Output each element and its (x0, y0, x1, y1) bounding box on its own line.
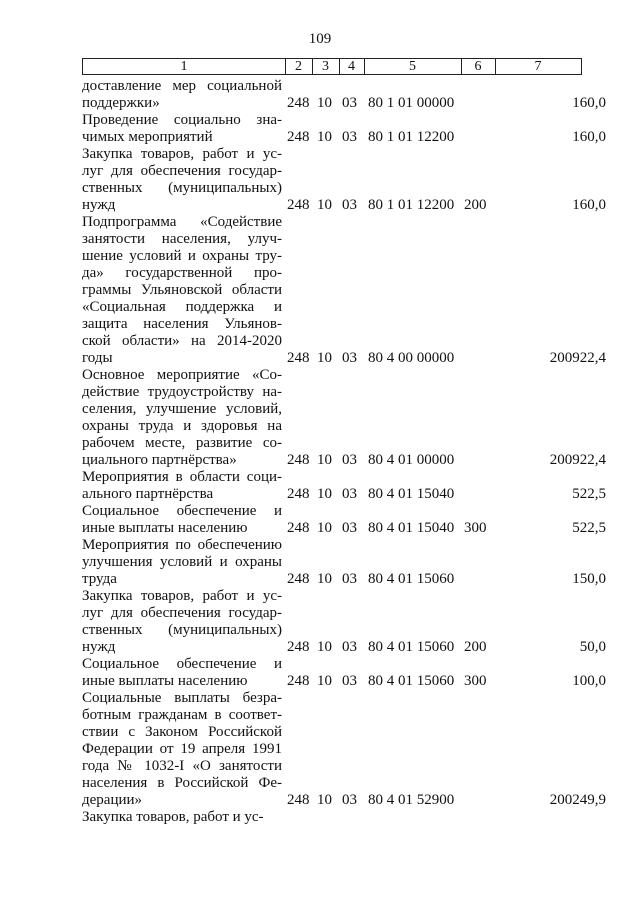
amount: 160,0 (572, 95, 606, 111)
description-line: ственных (муниципальных) (82, 180, 282, 196)
code-subsection: 03 (342, 129, 357, 145)
header-col-6: 6 (461, 59, 496, 74)
code-subsection: 03 (342, 792, 357, 808)
code-target: 80 4 01 15060 (368, 639, 455, 655)
description-line: Мероприятия по обеспечению (82, 537, 282, 553)
code-admin: 248 (287, 486, 310, 502)
description-line: нужд (82, 639, 116, 655)
amount: 200249,9 (549, 792, 606, 808)
row-description (82, 367, 282, 469)
code-expense-type: 300 (464, 673, 487, 689)
table-header (82, 58, 582, 75)
description-line: циального партнёрства» (82, 452, 237, 468)
code-subsection: 03 (342, 486, 357, 502)
description-line: ствии с Законом Российской (82, 724, 282, 740)
header-col-7: 7 (534, 59, 542, 74)
code-admin: 248 (287, 639, 310, 655)
description-line: луг для обеспечения государ- (82, 605, 282, 621)
description-line: доставление мер социальной (82, 78, 282, 94)
table-row (0, 809, 640, 826)
code-target: 80 1 01 00000 (368, 95, 455, 111)
row-description (82, 112, 282, 146)
code-subsection: 03 (342, 452, 357, 468)
row-description (82, 469, 282, 503)
description-line: Федерации от 19 апреля 1991 (82, 741, 282, 757)
description-line: ботным гражданам в соответ- (82, 707, 282, 723)
code-admin: 248 (287, 571, 310, 587)
code-expense-type (464, 792, 494, 809)
code-target: 80 1 01 12200 (368, 197, 455, 213)
code-section: 10 (317, 452, 332, 468)
code-admin: 248 (287, 197, 310, 213)
code-section: 10 (317, 129, 332, 145)
amount: 160,0 (572, 197, 606, 213)
description-line: Мероприятия в области соци- (82, 469, 282, 485)
code-admin: 248 (287, 452, 310, 468)
code-subsection: 03 (342, 197, 357, 213)
description-line: ственных (муниципальных) (82, 622, 282, 638)
code-target (368, 809, 458, 826)
code-target: 80 4 01 15040 (368, 520, 455, 536)
description-line: Основное мероприятие «Со- (82, 367, 282, 383)
code-section (317, 809, 339, 826)
description-line: занятости населения, улуч- (82, 231, 282, 247)
amount: 522,5 (572, 520, 606, 536)
row-description (82, 78, 282, 112)
code-expense-type: 200 (464, 197, 487, 213)
row-description (82, 588, 282, 656)
row-description (82, 146, 282, 214)
code-admin: 248 (287, 95, 310, 111)
row-description (82, 503, 282, 537)
description-line: Закупка товаров, работ и ус- (82, 146, 282, 162)
description-line: Подпрограмма «Содействие (82, 214, 282, 230)
header-col-3: 3 (312, 59, 340, 74)
code-expense-type: 300 (464, 520, 487, 536)
code-admin: 248 (287, 520, 310, 536)
table-row (0, 656, 640, 690)
table-row (0, 214, 640, 367)
code-section: 10 (317, 486, 332, 502)
table-body (0, 78, 640, 826)
description-line: нужд (82, 197, 116, 213)
table-row (0, 503, 640, 537)
table-row (0, 146, 640, 214)
description-line: поддержки» (82, 95, 160, 111)
page-number: 109 (308, 31, 332, 47)
table-row (0, 690, 640, 809)
description-line: дерации» (82, 792, 143, 808)
description-line: граммы Ульяновской области (82, 282, 282, 298)
description-line: защита населения Ульянов- (82, 316, 282, 332)
code-subsection: 03 (342, 520, 357, 536)
code-subsection: 03 (342, 571, 357, 587)
header-col-2: 2 (285, 59, 313, 74)
code-subsection: 03 (342, 639, 357, 655)
code-section: 10 (317, 520, 332, 536)
code-expense-type (464, 350, 494, 367)
code-subsection (342, 809, 364, 826)
description-line: Закупка товаров, работ и ус- (82, 588, 282, 604)
code-target: 80 1 01 12200 (368, 129, 455, 145)
code-expense-type (464, 452, 494, 469)
code-target: 80 4 01 15060 (368, 571, 455, 587)
description-line: «Социальная поддержка и (82, 299, 282, 315)
description-line: селения, улучшение условий, (82, 401, 282, 417)
code-admin: 248 (287, 350, 310, 366)
description-line: годы (82, 350, 113, 366)
code-expense-type (464, 809, 494, 826)
code-section: 10 (317, 571, 332, 587)
code-expense-type (464, 129, 494, 146)
description-line: иные выплаты населению (82, 520, 248, 536)
description-line: ской области» на 2014-2020 (82, 333, 282, 349)
table-row (0, 469, 640, 503)
description-line: да» государственной про- (82, 265, 282, 281)
code-section: 10 (317, 639, 332, 655)
table-row (0, 112, 640, 146)
code-expense-type (464, 571, 494, 588)
amount: 160,0 (572, 129, 606, 145)
code-expense-type (464, 95, 494, 112)
description-line: Социальные выплаты безра- (82, 690, 282, 706)
header-col-4: 4 (339, 59, 365, 74)
description-line: действие трудоустройству на- (82, 384, 282, 400)
code-target: 80 4 01 00000 (368, 452, 455, 468)
description-line: иные выплаты населению (82, 673, 248, 689)
row-description (82, 214, 282, 367)
header-col-1: 1 (83, 59, 286, 74)
description-line: труда (82, 571, 117, 587)
code-section: 10 (317, 350, 332, 366)
amount: 200922,4 (549, 452, 606, 468)
amount: 150,0 (572, 571, 606, 587)
header-col-5: 5 (364, 59, 462, 74)
description-line: чимых мероприятий (82, 129, 213, 145)
code-target: 80 4 01 15040 (368, 486, 455, 502)
description-line: года № 1032-I «О занятости (82, 758, 282, 774)
amount (506, 809, 606, 826)
code-admin: 248 (287, 673, 310, 689)
description-line: Проведение социально зна- (82, 112, 282, 128)
code-section: 10 (317, 95, 332, 111)
code-admin: 248 (287, 792, 310, 808)
amount: 100,0 (572, 673, 606, 689)
code-target: 80 4 01 15060 (368, 673, 455, 689)
code-section: 10 (317, 197, 332, 213)
code-expense-type: 200 (464, 639, 487, 655)
description-line: Социальное обеспечение и (82, 656, 282, 672)
table-row (0, 367, 640, 469)
description-line: шение условий и охраны тру- (82, 248, 282, 264)
code-subsection: 03 (342, 350, 357, 366)
description-line: Социальное обеспечение и (82, 503, 282, 519)
code-subsection: 03 (342, 95, 357, 111)
code-admin: 248 (287, 129, 310, 145)
description-line: луг для обеспечения государ- (82, 163, 282, 179)
code-target: 80 4 01 52900 (368, 792, 455, 808)
code-section: 10 (317, 673, 332, 689)
code-section: 10 (317, 792, 332, 808)
row-description (82, 537, 282, 588)
table-row (0, 537, 640, 588)
amount: 200922,4 (549, 350, 606, 366)
description-line: ального партнёрства (82, 486, 214, 502)
code-expense-type (464, 486, 494, 503)
description-line: охраны труда и здоровья на (82, 418, 282, 434)
code-target: 80 4 00 00000 (368, 350, 455, 366)
description-line: рабочем месте, развитие со- (82, 435, 282, 451)
description-line: населения в Российской Фе- (82, 775, 282, 791)
description-line: улучшения условий и охраны (82, 554, 282, 570)
amount: 522,5 (572, 486, 606, 502)
code-admin (287, 809, 309, 826)
table-row (0, 78, 640, 112)
row-description (82, 690, 282, 809)
row-description (82, 809, 282, 826)
description-line: Закупка товаров, работ и ус- (82, 809, 264, 825)
amount: 50,0 (579, 639, 606, 655)
code-subsection: 03 (342, 673, 357, 689)
table-row (0, 588, 640, 656)
row-description (82, 656, 282, 690)
